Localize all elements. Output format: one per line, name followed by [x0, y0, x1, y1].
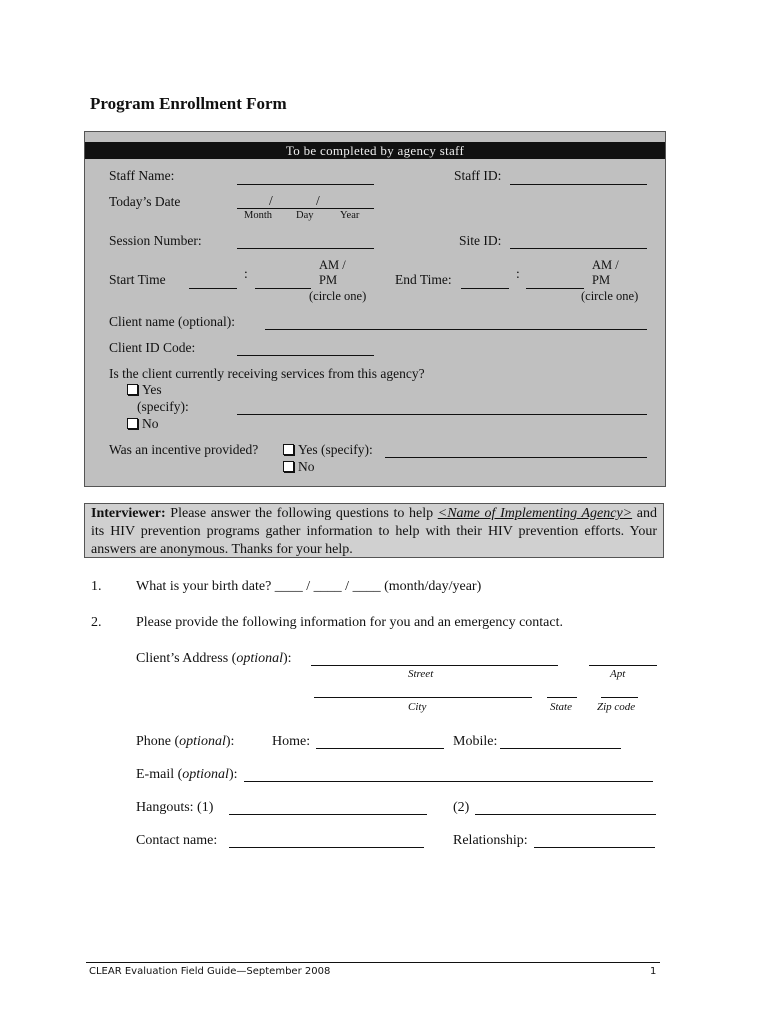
relationship-label: Relationship:	[453, 833, 528, 848]
receiving-yes-label: Yes	[142, 382, 162, 397]
start-circle-one: (circle one)	[309, 289, 367, 303]
interviewer-text-2: and its HIV prevention programs gather information to help with their HIV prevention efforts. Your answers are anonymous. Thanks for your help.	[91, 506, 657, 557]
site-id-field[interactable]	[510, 248, 647, 249]
end-am-label: AM /	[592, 258, 619, 272]
incentive-question: Was an incentive provided?	[109, 442, 259, 457]
address-label-end: ):	[283, 651, 292, 666]
phone-label-text: Phone (	[136, 734, 180, 749]
staff-id-label: Staff ID:	[454, 168, 502, 183]
email-label-text: E-mail (	[136, 767, 183, 782]
incentive-yes-option[interactable]	[283, 442, 373, 458]
state-field[interactable]	[547, 697, 577, 698]
end-time-label: End Time:	[395, 272, 452, 287]
state-label: State	[550, 701, 572, 713]
start-hour-field[interactable]	[189, 288, 237, 289]
client-id-label: Client ID Code:	[109, 340, 196, 355]
incentive-no-label: No	[298, 459, 315, 474]
relationship-field[interactable]	[534, 847, 655, 848]
staff-name-label: Staff Name:	[109, 168, 175, 183]
interviewer-label: Interviewer:	[91, 506, 166, 521]
site-id-label: Site ID:	[459, 233, 502, 248]
end-circle-one: (circle one)	[581, 289, 639, 303]
apt-label: Apt	[610, 668, 626, 680]
contact-info-question: Please provide the following information for you and an emergency contact.	[136, 615, 563, 630]
phone-label	[136, 734, 234, 750]
receiving-specify-field[interactable]	[237, 414, 647, 415]
no-checkbox[interactable]	[127, 418, 138, 429]
zip-field[interactable]	[601, 697, 638, 698]
receiving-no-option[interactable]	[127, 416, 159, 432]
receiving-yes-option[interactable]	[127, 382, 162, 398]
incentive-no-option[interactable]	[283, 459, 315, 475]
session-number-field[interactable]	[237, 248, 374, 249]
email-optional: optional	[182, 767, 229, 782]
start-am-label: AM /	[319, 258, 346, 272]
hangouts-2-label: (2)	[453, 800, 470, 815]
question-2-number: 2.	[91, 615, 102, 630]
yes-checkbox[interactable]	[127, 384, 138, 395]
month-label: Month	[244, 210, 273, 221]
zip-label: Zip code	[597, 701, 636, 713]
page-number: 1	[650, 966, 657, 977]
incentive-yes-checkbox[interactable]	[283, 444, 294, 455]
client-id-field[interactable]	[237, 355, 374, 356]
end-time-colon: :	[516, 266, 520, 281]
staff-name-field[interactable]	[237, 184, 374, 185]
address-optional: optional	[236, 651, 284, 666]
footer-title: CLEAR Evaluation Field Guide—September 2008	[89, 966, 331, 977]
apt-field[interactable]	[589, 665, 657, 666]
date-slash-2: /	[316, 193, 320, 208]
incentive-no-checkbox[interactable]	[283, 461, 294, 472]
receiving-specify-label: (specify):	[137, 399, 189, 414]
home-phone-field[interactable]	[316, 748, 444, 749]
staff-section-header: To be completed by agency staff	[85, 142, 665, 159]
year-label: Year	[340, 210, 360, 221]
todays-date-label: Today’s Date	[109, 194, 181, 209]
session-number-label: Session Number:	[109, 233, 202, 248]
street-label: Street	[408, 668, 434, 680]
agency-placeholder: <Name of Implementing Agency>	[437, 506, 633, 521]
contact-name-field[interactable]	[229, 847, 424, 848]
staff-id-field[interactable]	[510, 184, 647, 185]
hangouts-1-field[interactable]	[229, 814, 427, 815]
start-minute-field[interactable]	[255, 288, 311, 289]
address-label-text: Client’s Address (	[136, 651, 237, 666]
day-label: Day	[296, 210, 314, 221]
start-pm-label: PM	[319, 273, 338, 287]
incentive-yes-label: Yes (specify):	[298, 442, 373, 457]
staff-section	[84, 131, 666, 487]
end-hour-field[interactable]	[461, 288, 509, 289]
client-name-label: Client name (optional):	[109, 314, 235, 329]
address-label	[136, 651, 292, 667]
question-1-number: 1.	[91, 579, 102, 594]
phone-optional: optional	[179, 734, 226, 749]
mobile-phone-label: Mobile:	[453, 734, 498, 749]
interviewer-text-1: Please answer the following questions to help	[165, 506, 438, 521]
end-minute-field[interactable]	[526, 288, 584, 289]
receiving-services-question: Is the client currently receiving services from this agency?	[109, 366, 425, 381]
email-field[interactable]	[244, 781, 653, 782]
end-pm-label: PM	[592, 273, 611, 287]
date-slash-1: /	[269, 193, 273, 208]
client-name-field[interactable]	[265, 329, 647, 330]
hangouts-1-label: Hangouts: (1)	[136, 800, 214, 815]
email-label-end: ):	[228, 767, 238, 782]
contact-name-label: Contact name:	[136, 833, 218, 848]
start-time-label: Start Time	[109, 272, 166, 287]
phone-label-end: ):	[225, 734, 235, 749]
birth-date-question: What is your birth date? ____ / ____ / ____ (month/day/year)	[136, 579, 482, 594]
interviewer-instructions	[84, 503, 664, 558]
footer-divider	[86, 962, 660, 963]
start-time-colon: :	[244, 266, 248, 281]
receiving-no-label: No	[142, 416, 159, 431]
hangouts-2-field[interactable]	[475, 814, 656, 815]
incentive-specify-field[interactable]	[385, 457, 647, 458]
mobile-phone-field[interactable]	[500, 748, 621, 749]
city-field[interactable]	[314, 697, 532, 698]
page-title: Program Enrollment Form	[90, 94, 287, 113]
city-label: City	[408, 701, 427, 713]
street-field[interactable]	[311, 665, 558, 666]
todays-date-field[interactable]	[237, 208, 374, 209]
email-label	[136, 767, 238, 783]
home-phone-label: Home:	[272, 734, 311, 749]
